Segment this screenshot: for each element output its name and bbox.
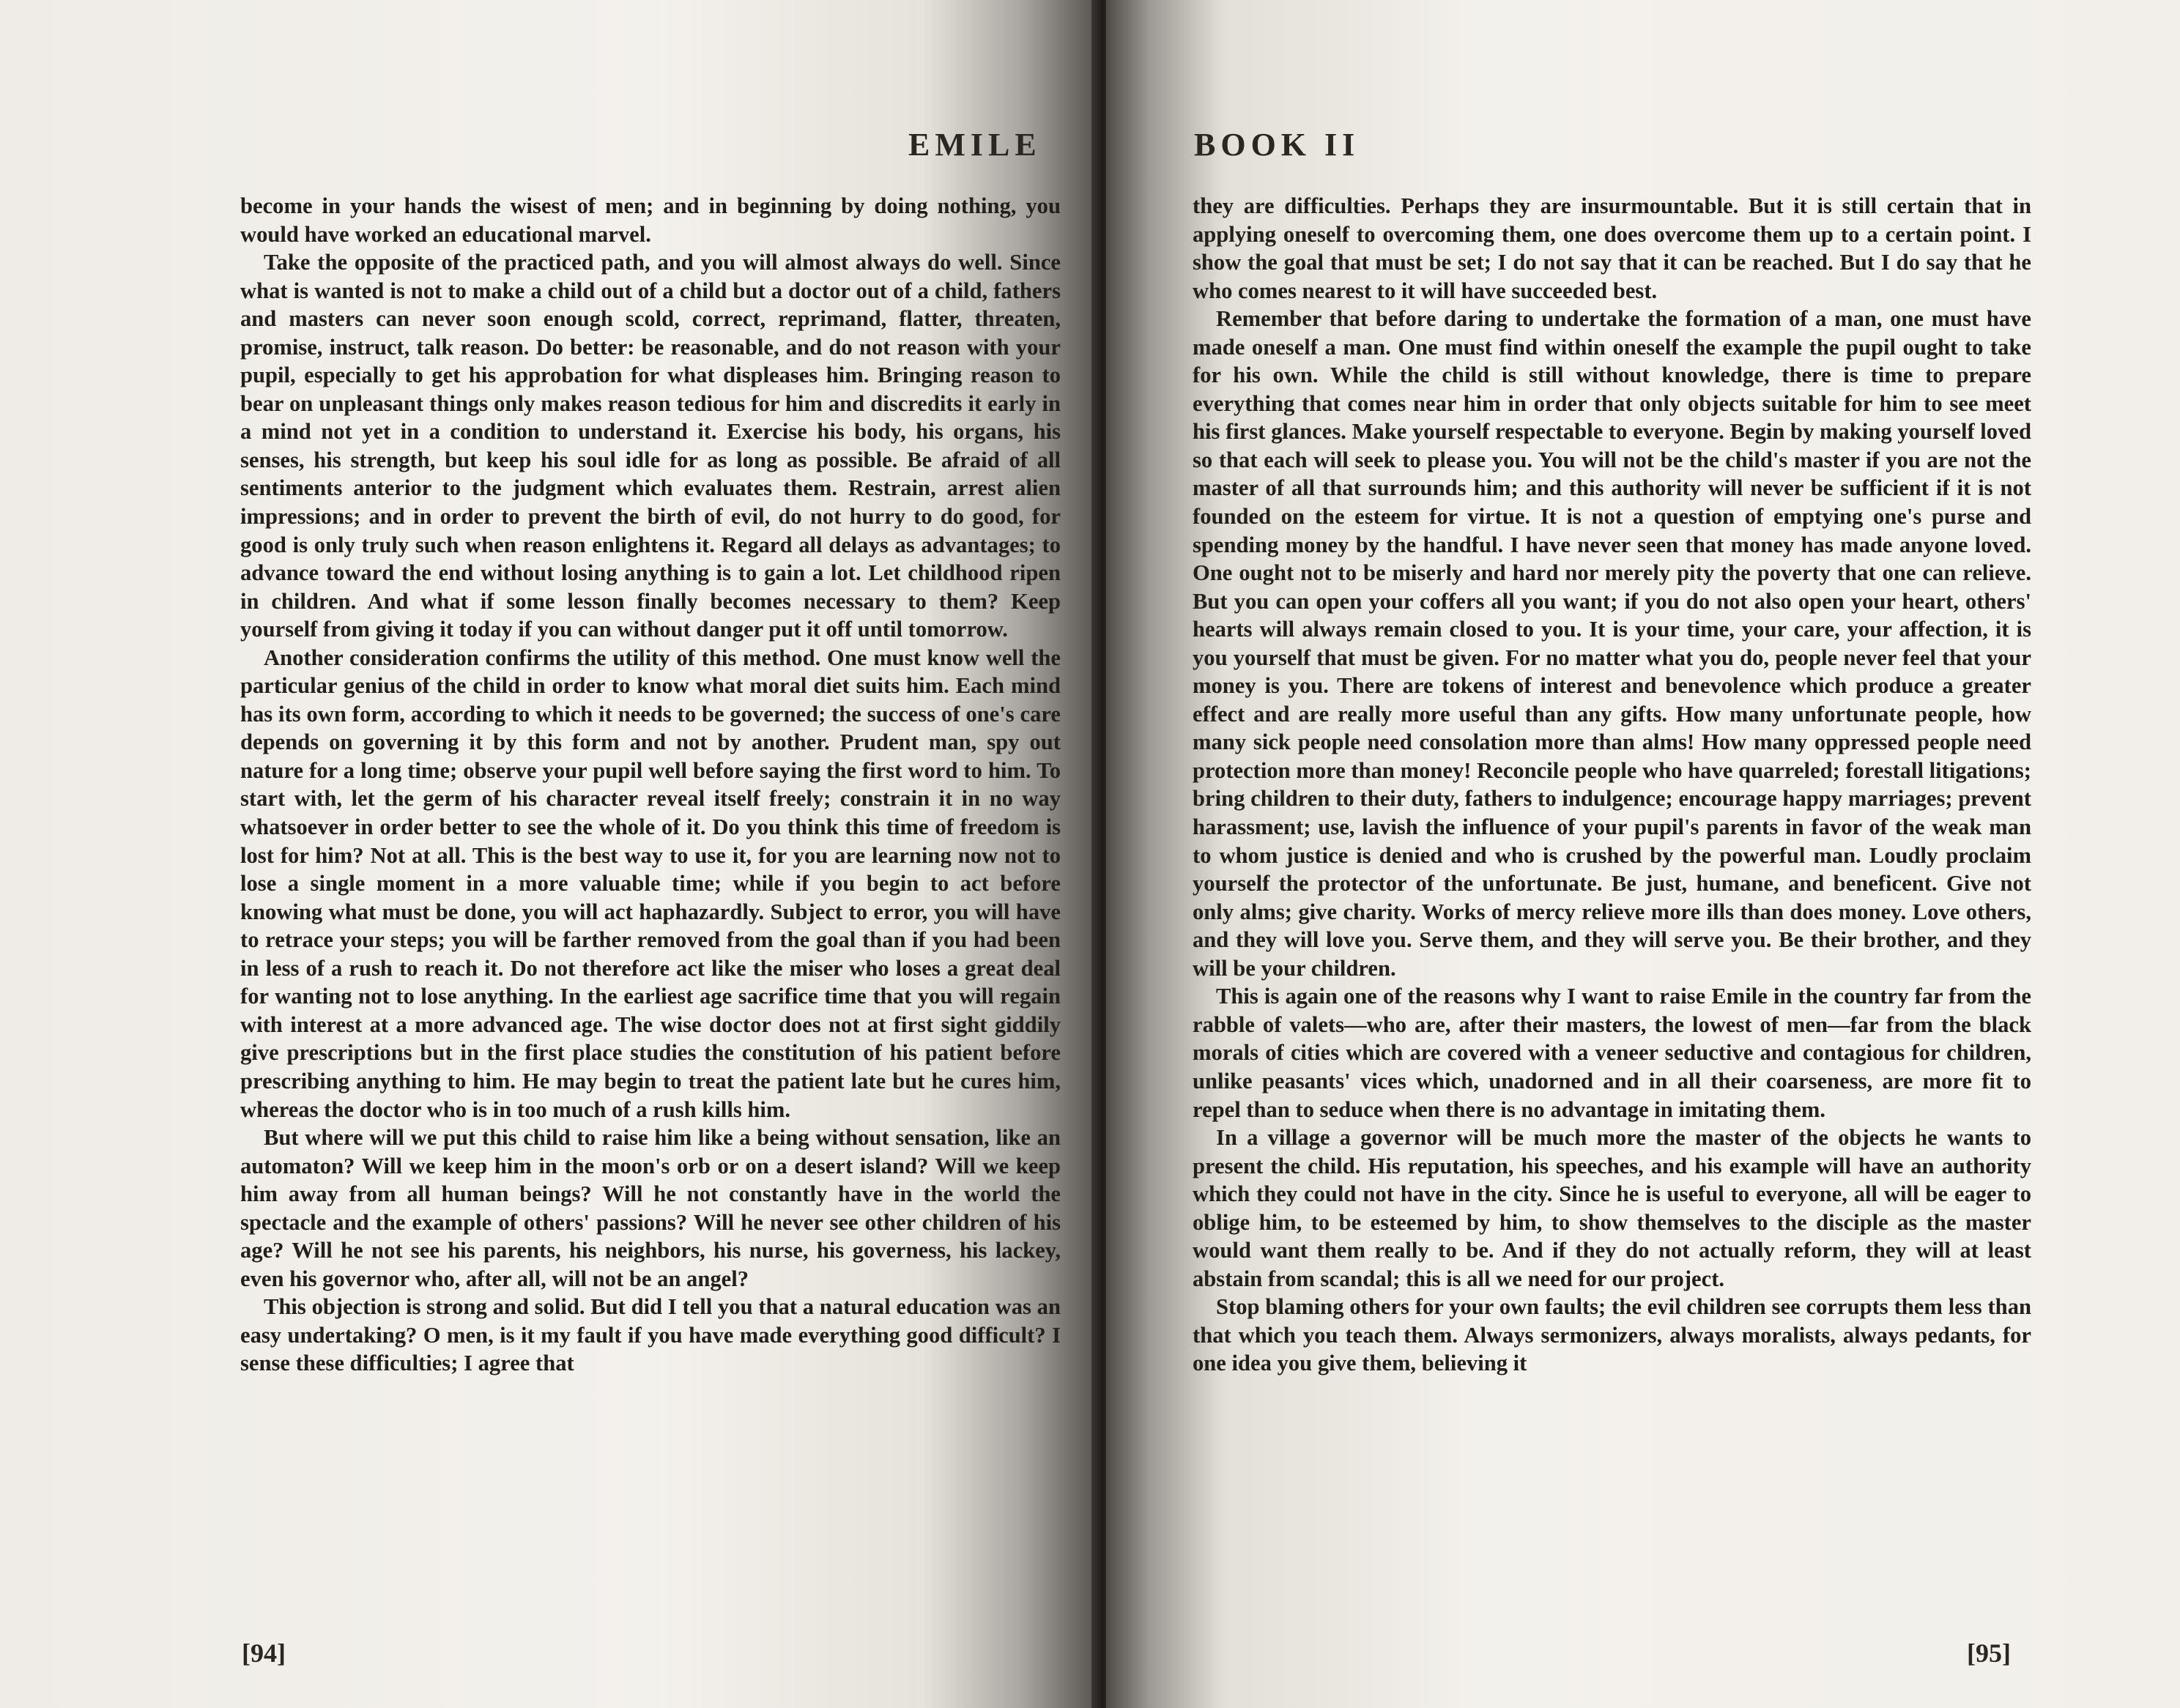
page-number: [95] [1967, 1638, 2011, 1668]
paragraph: But where will we put this child to raise him like a being without sensation, like an automaton? Will we keep him in the moon's orb or on a desert island? Will we keep him away from all human beings? Will he not constantly have in the world the spectacle and the example of others' passions? Will he never see other children of his age? Will he not see his parents, his neighbors, his nurse, his governess, his lackey, even his governor who, after all, will not be an angel? [240, 1125, 1061, 1291]
right-page [1106, 0, 2180, 1708]
body-text [240, 192, 1061, 1378]
running-head: BOOK II [1194, 127, 1360, 163]
running-head: EMILE [908, 127, 1042, 163]
paragraph: become in your hands the wisest of men; and in beginning by doing nothing, you would have worked an educational marvel. [240, 193, 1061, 247]
body-text [1193, 192, 2031, 1378]
paragraph: Another consideration confirms the utility of this method. One must know well the particular genius of the child in order to know what moral diet suits him. Each mind has its own form, according to which it needs to be governed; the success of one's care depends on governing it by this form and not by another. Prudent man, spy out nature for a long time; observe your pupil well before saying the first word to him. To start with, let the germ of his character reveal itself freely; constrain it in no way whatsoever in order better to see the whole of it. Do you think this time of freedom is lost for him? Not at all. This is the best way to use it, for you are learning now not to lose a single moment in a more valuable time; while if you begin to act before knowing what must be done, you will act haphazardly. Subject to error, you will have to retrace your steps; you will be farther removed from the goal than if you had been in less of a rush to reach it. Do not therefore act like the miser who loses a great deal for wanting not to lose anything. In the earliest age sacrifice time that you will regain with interest at a more advanced age. The wise doctor does not at first sight giddily give prescriptions but in the first place studies the constitution of his patient before prescribing anything to him. He may begin to treat the patient late but he cures him, whereas the doctor who is in too much of a rush kills him. [240, 645, 1061, 1122]
paragraph: This objection is strong and solid. But did I tell you that a natural education was an easy undertaking? O men, is it my fault if you have made everything good difficult? I sense these difficulties; I agree that [240, 1294, 1061, 1376]
paragraph: This is again one of the reasons why I want to raise Emile in the country far from the rabble of valets—who are, after their masters, the lowest of men—far from the black morals of cities which are covered with a veneer seductive and contagious for children, unlike peasants' vices which, unadorned and in all their coarseness, are more fit to repel than to seduce when there is no advantage in imitating them. [1193, 984, 2031, 1122]
page-number: [94] [242, 1638, 286, 1668]
paragraph: they are difficulties. Perhaps they are insurmountable. But it is still certain that in applying oneself to overcoming them, one does overcome them up to a certain point. I show the goal that must be set; I do not say that it can be reached. But I do say that he who comes nearest to it will have succeeded best. [1193, 193, 2031, 303]
paragraph: Stop blaming others for your own faults; the evil children see corrupts them less than that which you teach them. Always sermonizers, always moralists, always pedants, for one idea you give them, believing it [1193, 1294, 2031, 1376]
paragraph: In a village a governor will be much more the master of the objects he wants to present the child. His reputation, his speeches, and his example will have an authority which they could not have in the city. Since he is useful to everyone, all will be eager to oblige him, to be esteemed by him, to show themselves to the disciple as the master would want them really to be. And if they do not actually reform, they will at least abstain from scandal; this is all we need for our project. [1193, 1125, 2031, 1291]
paragraph: Take the opposite of the practiced path, and you will almost always do well. Since what is wanted is not to make a child out of a child but a doctor out of a child, fathers and masters can never soon enough scold, correct, reprimand, flatter, threaten, promise, instruct, talk reason. Do better: be reasonable, and do not reason with your pupil, especially to get his approbation for what displeases him. Bringing reason to bear on unpleasant things only makes reason tedious for him and discredits it early in a mind not yet in a condition to understand it. Exercise his body, his organs, his senses, his strength, but keep his soul idle for as long as possible. Be afraid of all sentiments anterior to the judgment which evaluates them. Restrain, arrest alien impressions; and in order to prevent the birth of evil, do not hurry to do good, for good is only truly such when reason enlightens it. Regard all delays as advantages; to advance toward the end without losing anything is to gain a lot. Let childhood ripen in children. And what if some lesson finally becomes necessary to them? Keep yourself from giving it today if you can without danger put it off until tomorrow. [240, 250, 1061, 642]
paragraph: Remember that before daring to undertake the formation of a man, one must have made oneself a man. One must find within oneself the example the pupil ought to take for his own. While the child is still without knowledge, there is time to prepare everything that comes near him in order that only objects suitable for him to see meet his first glances. Make yourself respectable to everyone. Begin by making yourself loved so that each will seek to please you. You will not be the child's master if you are not the master of all that surrounds him; and this authority will never be sufficient if it is not founded on the esteem for virtue. It is not a question of emptying one's purse and spending money by the handful. I have never seen that money has made anyone loved. One ought not to be miserly and hard nor merely pity the poverty that one can relieve. But you can open your coffers all you want; if you do not also open your heart, others' hearts will always remain closed to you. It is your time, your care, your affection, it is you yourself that must be given. For no matter what you do, people never feel that your money is you. There are tokens of interest and benevolence which produce a greater effect and are really more useful than any gifts. How many unfortunate people, how many sick people need consolation more than alms! How many oppressed people need protection more than money! Reconcile people who have quarreled; forestall litigations; bring children to their duty, fathers to indulgence; encourage happy marriages; prevent harassment; use, lavish the influence of your pupil's parents in favor of the weak man to whom justice is denied and who is crushed by the powerful man. Loudly proclaim yourself the protector of the unfortunate. Be just, humane, and beneficent. Give not only alms; give charity. Works of mercy relieve more ills than does money. Love others, and they will love you. Serve them, and they will serve you. Be their brother, and they will be your children. [1193, 306, 2031, 981]
